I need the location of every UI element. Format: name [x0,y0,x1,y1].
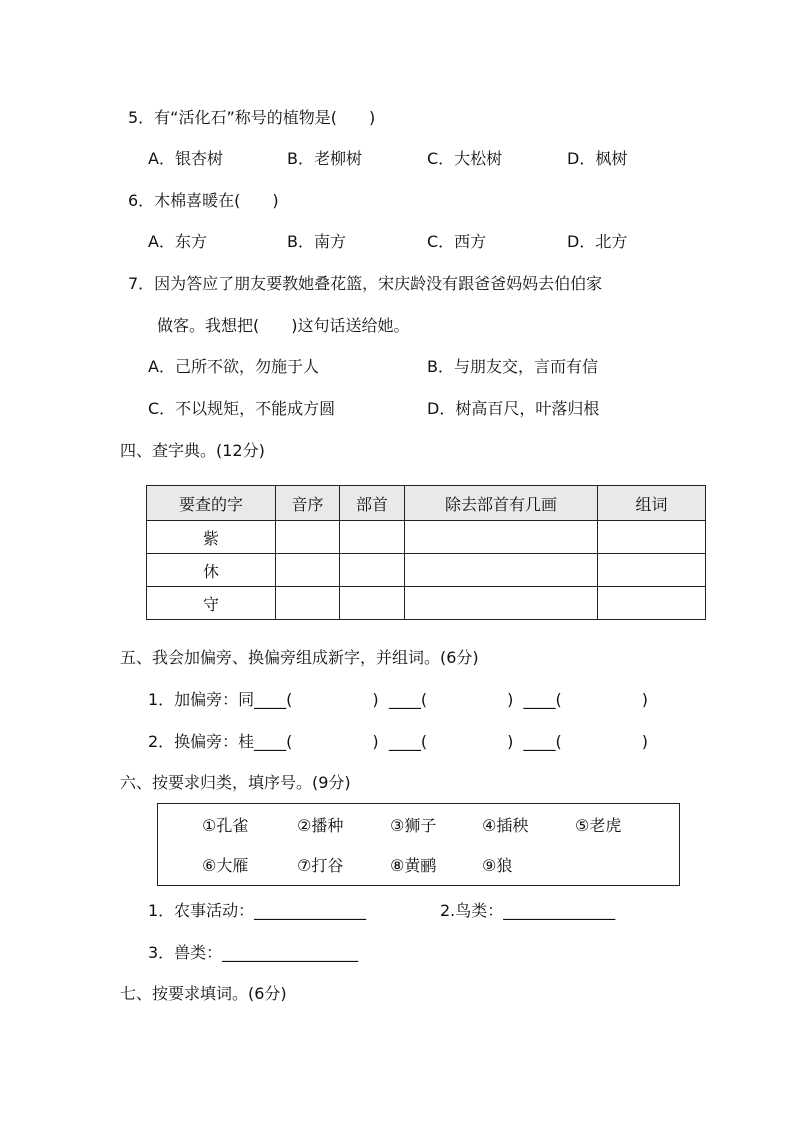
word-item: ⑤老虎 [575,816,622,835]
header-pinyin-initial: 音序 [276,486,340,521]
table-row [147,587,706,620]
cell-word[interactable] [598,587,706,620]
cell-char: 守 [147,587,276,620]
header-word: 组词 [598,486,706,521]
q7-option-b[interactable]: B．与朋友交，言而有信 [427,357,598,376]
q7-option-c[interactable]: C．不以规矩，不能成方圆 [148,399,336,418]
header-strokes: 除去部首有几画 [405,486,598,521]
table-row [147,521,706,554]
section5-change-radical[interactable]: 2．换偏旁：桂____( ) ____( ) ____( ) [148,732,648,751]
category-farming[interactable]: 1．农事活动：______________ [148,901,367,920]
q6-option-d[interactable]: D．北方 [567,232,628,251]
q7-stem-line2: 做客。我想把( )这句话送给她。 [157,316,410,335]
cell-radical[interactable] [340,587,405,620]
q5-option-b[interactable]: B．老柳树 [287,149,362,168]
cell-char: 紫 [147,521,276,554]
q7-option-d[interactable]: D．树高百尺，叶落归根 [427,399,600,418]
cell-pinyin-initial[interactable] [276,554,340,587]
header-char: 要查的字 [147,486,276,521]
table-row [147,554,706,587]
cell-word[interactable] [598,521,706,554]
word-bank-box [157,803,680,886]
q5-option-d[interactable]: D．枫树 [567,149,628,168]
cell-pinyin-initial[interactable] [276,587,340,620]
section5-add-radical[interactable]: 1．加偏旁：同____( ) ____( ) ____( ) [148,690,648,709]
q5-stem: 5．有“活化石”称号的植物是( ) [128,108,376,127]
cell-radical[interactable] [340,521,405,554]
cell-strokes[interactable] [405,587,598,620]
cell-pinyin-initial[interactable] [276,521,340,554]
table-header-row [147,486,706,521]
q5-option-c[interactable]: C．大松树 [427,149,503,168]
q5-option-a[interactable]: A．银杏树 [148,149,223,168]
dictionary-table [146,485,706,620]
word-item: ②播种 [297,816,344,835]
cell-strokes[interactable] [405,521,598,554]
word-item: ③狮子 [390,816,437,835]
q6-option-c[interactable]: C．西方 [427,232,487,251]
section5-title: 五、我会加偏旁、换偏旁组成新字，并组词。(6分) [120,648,479,667]
word-item: ⑧黄鹂 [390,856,437,875]
section6-title: 六、按要求归类，填序号。(9分) [120,773,351,792]
section4-title: 四、查字典。(12分) [120,441,265,460]
cell-char: 休 [147,554,276,587]
q6-option-b[interactable]: B．南方 [287,232,346,251]
word-item: ⑨狼 [482,856,513,875]
section7-title: 七、按要求填词。(6分) [120,984,287,1003]
word-item: ④插秧 [482,816,529,835]
q7-stem-line1: 7．因为答应了朋友要教她叠花篮，宋庆龄没有跟爸爸妈妈去伯伯家 [128,274,603,293]
category-beasts[interactable]: 3．兽类：_________________ [148,943,359,962]
cell-strokes[interactable] [405,554,598,587]
q7-option-a[interactable]: A．己所不欲，勿施于人 [148,357,319,376]
cell-word[interactable] [598,554,706,587]
cell-radical[interactable] [340,554,405,587]
word-item: ⑦打谷 [297,856,344,875]
q6-option-a[interactable]: A．东方 [148,232,207,251]
word-item: ①孔雀 [202,816,249,835]
header-radical: 部首 [340,486,405,521]
q6-stem: 6．木棉喜暖在( ) [128,191,279,210]
word-item: ⑥大雁 [202,856,249,875]
category-birds[interactable]: 2.鸟类：______________ [440,901,616,920]
